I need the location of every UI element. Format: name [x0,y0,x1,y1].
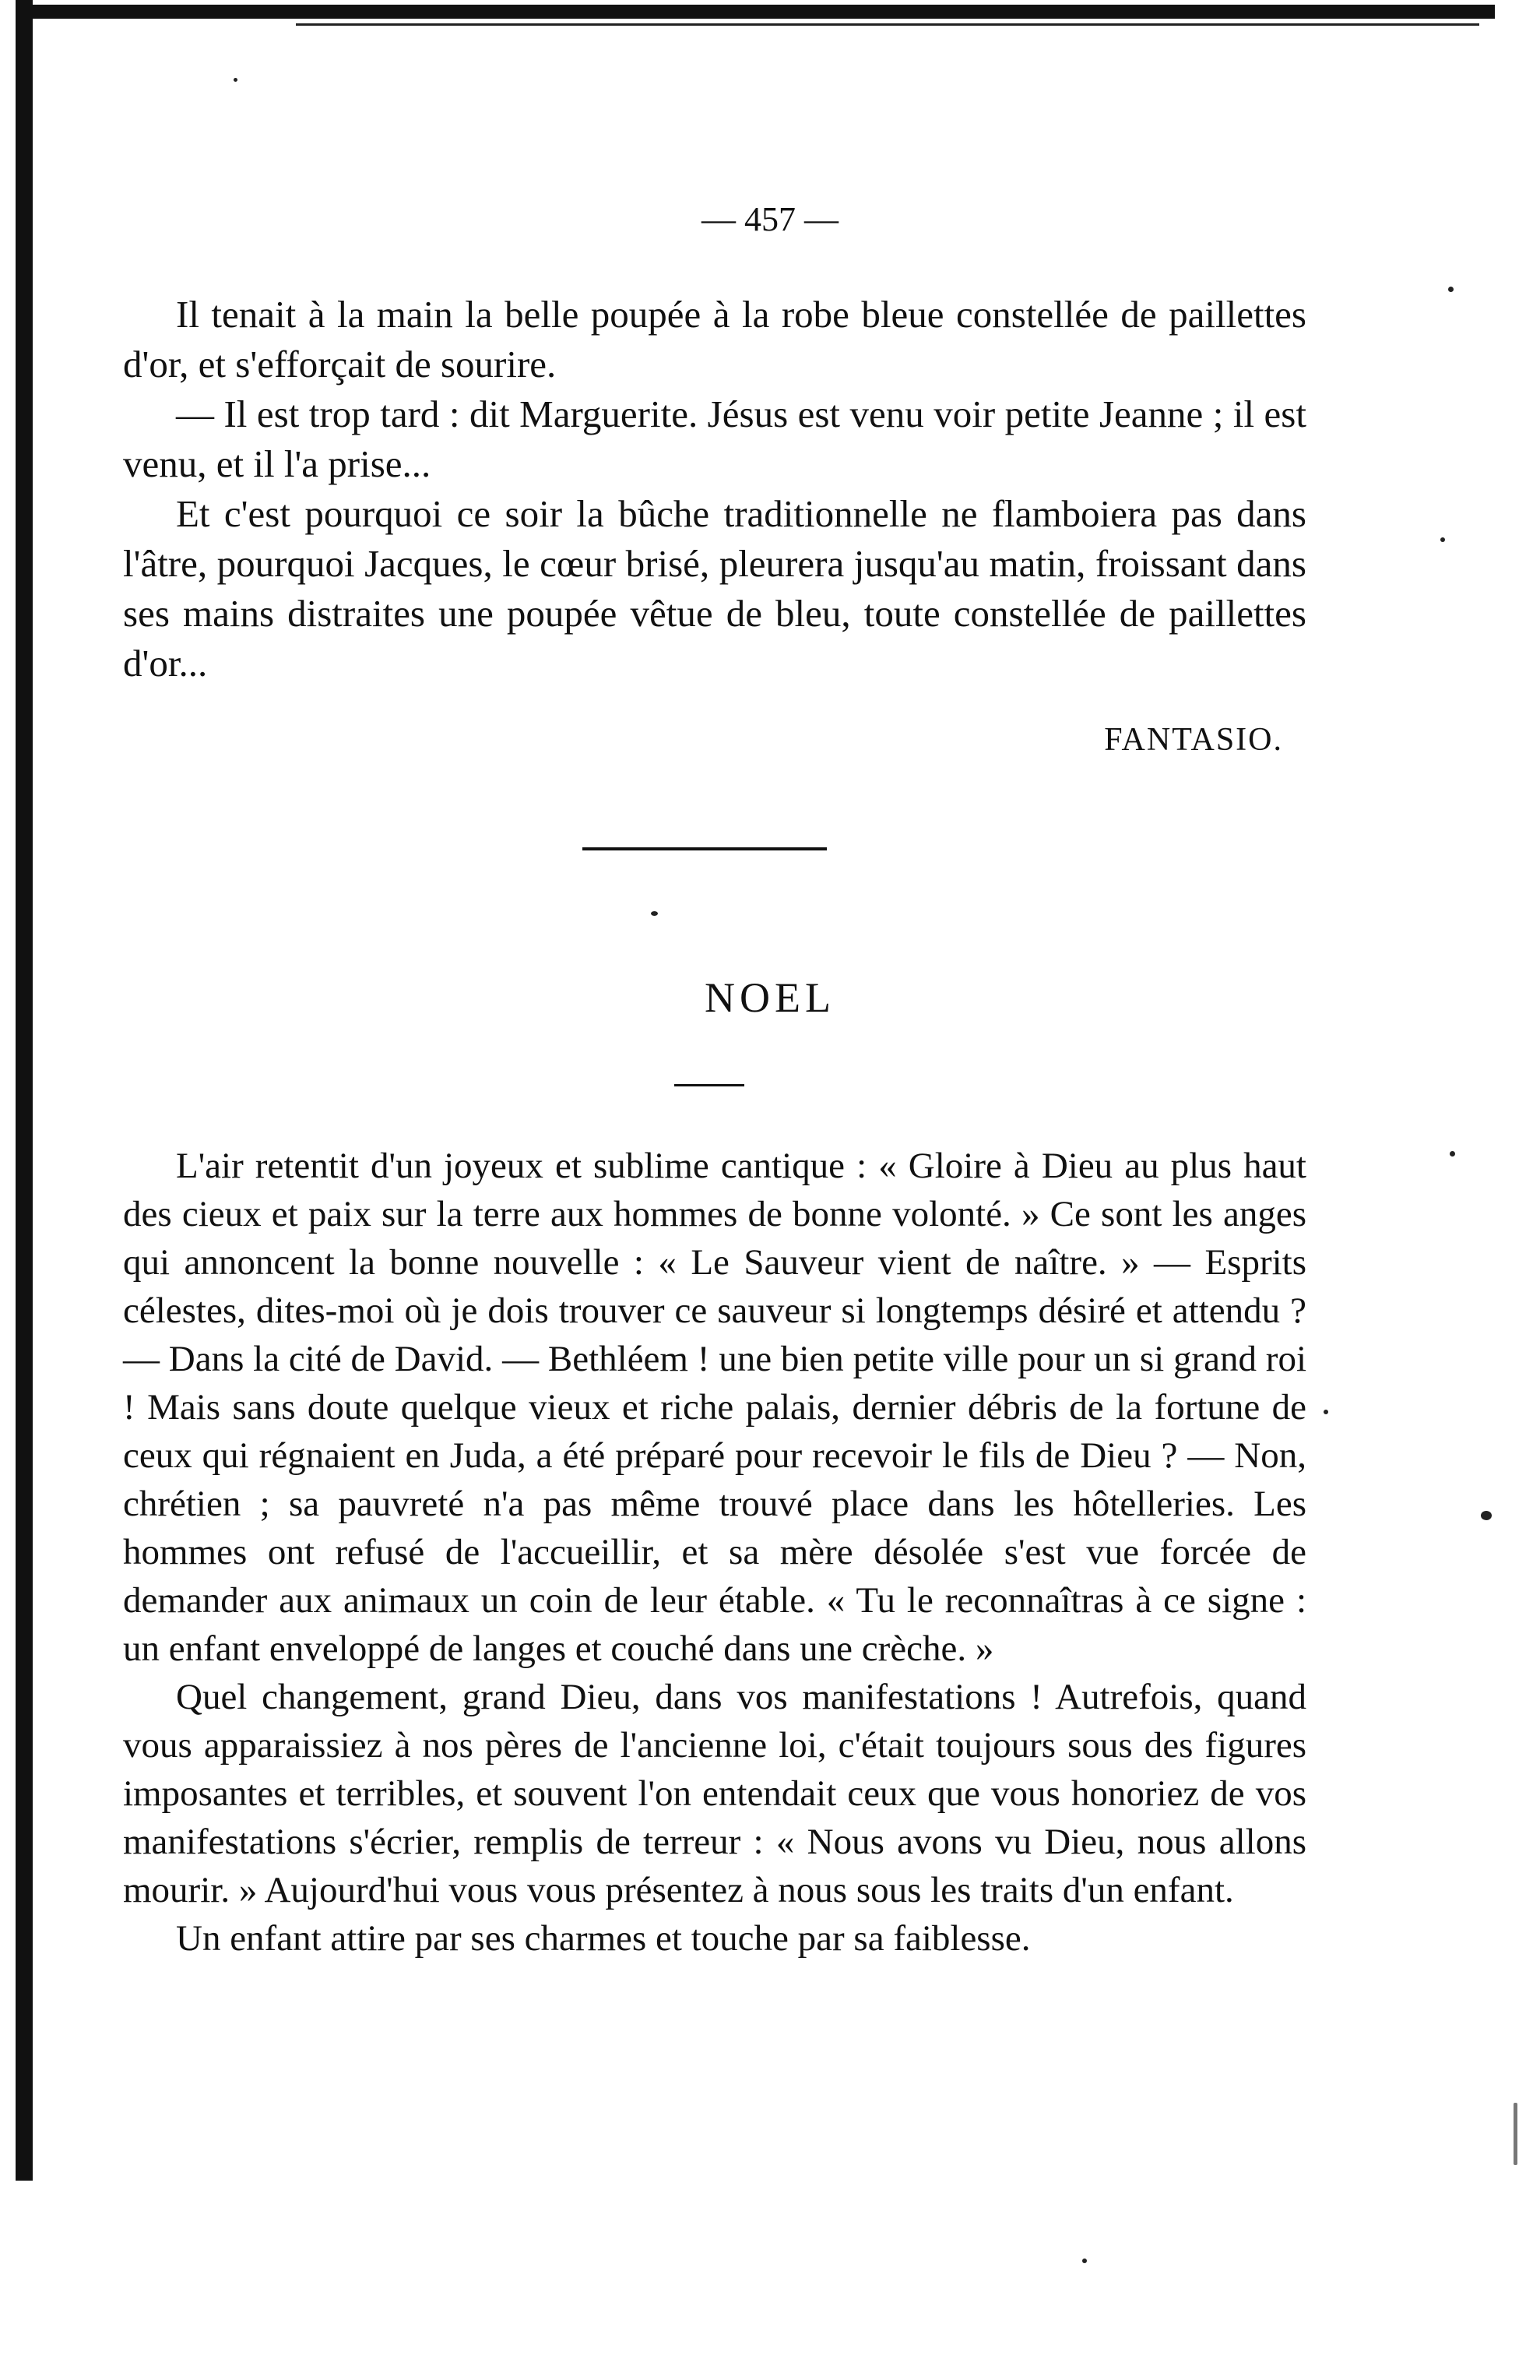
title-underline-rule [674,1084,744,1086]
noel-paragraph: L'air retentit d'un joyeux et sublime cantique : « Gloire à Dieu au plus haut des cieux et paix sur la terre aux hommes de bonne volonté. » Ce sont les anges qui annoncent la bonne nouvelle : « Le Sauveur vient de naître. » — Esprits célestes, dites-moi où je dois trouver ce sauveur si longtemps désiré et attendu ? — Dans la cité de David. — Bethléem ! une bien petite ville pour un si grand roi ! Mais sans doute quelque vieux et riche palais, dernier débris de la fortune de ceux qui régnaient en Juda, a été préparé pour recevoir le fils de Dieu ? — Non, chrétien ; sa pauvreté n'a pas même trouvé place dans les hôtelleries. Les hommes ont refusé de l'accueillir, et sa mère désolée s'est vue forcée de demander aux animaux un coin de leur étable. « Tu le reconnaîtras à ce signe : un enfant enveloppé de langes et couché dans une crèche. » [123,1146,1306,1669]
scan-speck [1082,2259,1087,2263]
scan-speck [1440,537,1445,542]
noel-paragraph: Quel changement, grand Dieu, dans vos manifestations ! Autrefois, quand vous apparaissiez à nos pères de l'ancienne loi, c'était toujours sous des figures imposantes et terribles, et souvent l'on entendait ceux que vous honoriez de vos manifestations s'écrier, remplis de terreur : « Nous avons vu Dieu, nous allons mourir. » Aujourd'hui vous vous présentez à nous sous les traits d'un enfant. [123,1677,1306,1910]
story-paragraph: — Il est trop tard : dit Marguerite. Jésus est venu voir petite Jeanne ; il est venu, et il l'a prise... [123,393,1306,485]
story-conclusion [123,290,1306,688]
top-border-thin-rule [296,23,1479,26]
story-paragraph: Et c'est pourquoi ce soir la bûche traditionnelle ne flamboiera pas dans l'âtre, pourquoi Jacques, le cœur brisé, pleurera jusqu'au matin, froissant dans ses mains distraites une poupée vêtue de bleu, toute constellée de paillettes d'or... [123,492,1306,685]
scan-speck [1324,1410,1328,1414]
scan-speck [234,78,237,82]
story-paragraph: Il tenait à la main la belle poupée à la robe bleue constellée de paillettes d'or, et s'efforçait de sourire. [123,293,1306,386]
top-border-rule [31,5,1495,19]
scan-speck [1448,287,1454,292]
scan-speck [1450,1151,1455,1157]
section-separator [582,847,827,850]
scan-speck [651,911,658,916]
author-signature: FANTASIO. [1104,722,1283,758]
section-title: NOEL [705,974,835,1021]
page-number: — 457 — [701,200,839,238]
left-binding-edge [16,0,33,2181]
scan-speck [1514,2103,1517,2165]
scan-speck [1481,1511,1492,1520]
noel-paragraph: Un enfant attire par ses charmes et touche par sa faiblesse. [176,1918,1031,1959]
noel-body [123,1142,1306,1963]
